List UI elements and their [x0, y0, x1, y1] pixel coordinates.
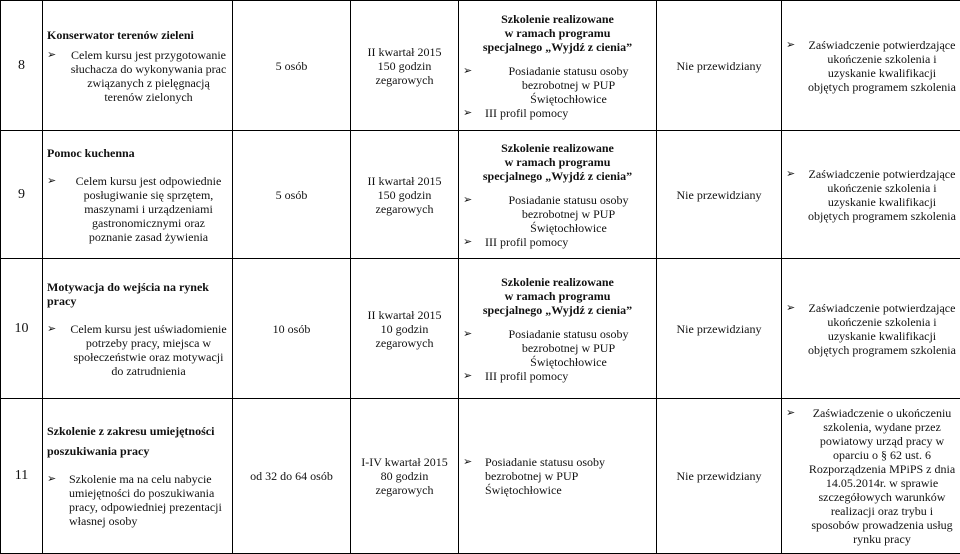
period-quarter: II kwartał 2015 — [355, 45, 454, 59]
period-unit: zegarowych — [355, 483, 454, 497]
other-cell: Nie przewidziany — [657, 399, 782, 554]
period-hours: 150 godzin — [355, 188, 454, 202]
other-cell: Nie przewidziany — [657, 1, 782, 131]
period-unit: zegarowych — [355, 336, 454, 350]
period-cell — [351, 259, 459, 399]
period-cell — [351, 399, 459, 554]
training-name-cell — [43, 399, 233, 554]
table-row — [1, 1, 960, 131]
training-title: Szkolenie z zakresu umiejętności — [47, 424, 228, 438]
arrow-bullet-icon: ➢ — [786, 406, 808, 420]
training-goal: Celem kursu jest odpowiednie posługiwanie się sprzętem, maszynami i urządzeniami gastronomicznymi oraz poznanie zasad żywienia — [69, 174, 228, 244]
certificate-text: Zaświadczenie potwierdzające ukończenie szkolenia i uzyskanie kwalifikacji objętych programem szkolenia — [808, 301, 956, 357]
row-number: 10 — [1, 259, 43, 399]
arrow-bullet-icon: ➢ — [463, 64, 485, 78]
training-name-cell — [43, 259, 233, 399]
period-unit: zegarowych — [355, 73, 454, 87]
training-mode-cell — [459, 1, 657, 131]
period-cell — [351, 131, 459, 259]
participants-count: 5 osób — [233, 131, 351, 259]
table-row — [1, 131, 960, 259]
arrow-bullet-icon: ➢ — [47, 48, 69, 62]
period-quarter: I-IV kwartał 2015 — [355, 455, 454, 469]
training-name-cell — [43, 1, 233, 131]
period-hours: 150 godzin — [355, 59, 454, 73]
arrow-bullet-icon: ➢ — [786, 167, 808, 181]
mode-line: specjalnego „Wyjdź z cienia” — [463, 303, 652, 317]
arrow-bullet-icon: ➢ — [786, 38, 808, 52]
arrow-bullet-icon: ➢ — [463, 193, 485, 207]
certificate-text: Zaświadczenie potwierdzające ukończenie szkolenia i uzyskanie kwalifikacji objętych programem szkolenia — [808, 167, 956, 223]
training-mode-cell — [459, 399, 657, 554]
period-cell — [351, 1, 459, 131]
arrow-bullet-icon: ➢ — [463, 235, 485, 249]
arrow-bullet-icon: ➢ — [463, 369, 485, 383]
arrow-bullet-icon: ➢ — [47, 322, 69, 336]
participants-count: 10 osób — [233, 259, 351, 399]
certificate-cell — [782, 399, 960, 554]
training-mode-cell — [459, 131, 657, 259]
certificate-text: Zaświadczenie potwierdzające ukończenie szkolenia i uzyskanie kwalifikacji objętych programem szkolenia — [808, 38, 956, 94]
mode-line: Szkolenie realizowane — [463, 12, 652, 26]
mode-line: Szkolenie realizowane — [463, 141, 652, 155]
training-title: Konserwator terenów zieleni — [47, 28, 228, 42]
certificate-text: Zaświadczenie o ukończeniu szkolenia, wydane przez powiatowy urząd pracy w oparciu o § 62 ust. 6 Rozporządzenia MPiPS z dnia 14.05.2014r. w sprawie szczegółowych warunków realizacji oraz trybu i sposobów prowadzenia usług rynku pracy — [808, 406, 956, 546]
period-unit: zegarowych — [355, 202, 454, 216]
mode-line: w ramach programu — [463, 26, 652, 40]
arrow-bullet-icon: ➢ — [47, 174, 69, 188]
table-row — [1, 399, 960, 554]
period-hours: 10 godzin — [355, 322, 454, 336]
requirement-item: III profil pomocy — [485, 106, 652, 120]
arrow-bullet-icon: ➢ — [786, 301, 808, 315]
requirement-item: Posiadanie statusu osoby bezrobotnej w PUP Świętochłowice — [485, 64, 652, 106]
certificate-cell — [782, 259, 960, 399]
arrow-bullet-icon: ➢ — [463, 327, 485, 341]
arrow-bullet-icon: ➢ — [47, 472, 69, 486]
period-quarter: II kwartał 2015 — [355, 174, 454, 188]
training-goal: Celem kursu jest przygotowanie słuchacza do wykonywania prac związanych z pielęgnacją terenów zielonych — [69, 48, 228, 104]
requirement-item: III profil pomocy — [485, 235, 652, 249]
training-goal: Celem kursu jest uświadomienie potrzeby pracy, miejsca w społeczeństwie oraz motywacji do zatrudnienia — [69, 322, 228, 378]
row-number: 8 — [1, 1, 43, 131]
training-title: poszukiwania pracy — [47, 444, 228, 458]
period-quarter: II kwartał 2015 — [355, 308, 454, 322]
participants-count: od 32 do 64 osób — [233, 399, 351, 554]
arrow-bullet-icon: ➢ — [463, 455, 485, 469]
requirement-item: Posiadanie statusu osoby bezrobotnej w PUP Świętochłowice — [485, 327, 652, 369]
training-title: Motywacja do wejścia na rynek pracy — [47, 280, 228, 308]
certificate-cell — [782, 1, 960, 131]
requirement-item: Posiadanie statusu osoby bezrobotnej w PUP Świętochłowice — [485, 193, 652, 235]
training-goal: Szkolenie ma na celu nabycie umiejętności do poszukiwania pracy, odpowiedniej prezentacji własnej osoby — [69, 472, 228, 528]
row-number: 11 — [1, 399, 43, 554]
requirement-item: III profil pomocy — [485, 369, 652, 383]
table-row — [1, 259, 960, 399]
training-title: Pomoc kuchenna — [47, 146, 228, 160]
mode-line: w ramach programu — [463, 289, 652, 303]
mode-line: specjalnego „Wyjdź z cienia” — [463, 169, 652, 183]
training-name-cell — [43, 131, 233, 259]
arrow-bullet-icon: ➢ — [463, 106, 485, 120]
mode-line: w ramach programu — [463, 155, 652, 169]
other-cell: Nie przewidziany — [657, 259, 782, 399]
participants-count: 5 osób — [233, 1, 351, 131]
mode-line: specjalnego „Wyjdź z cienia” — [463, 40, 652, 54]
certificate-cell — [782, 131, 960, 259]
requirement-item: Posiadanie statusu osoby bezrobotnej w PUP Świętochłowice — [485, 455, 652, 497]
row-number: 9 — [1, 131, 43, 259]
other-cell: Nie przewidziany — [657, 131, 782, 259]
training-mode-cell — [459, 259, 657, 399]
period-hours: 80 godzin — [355, 469, 454, 483]
mode-line: Szkolenie realizowane — [463, 275, 652, 289]
